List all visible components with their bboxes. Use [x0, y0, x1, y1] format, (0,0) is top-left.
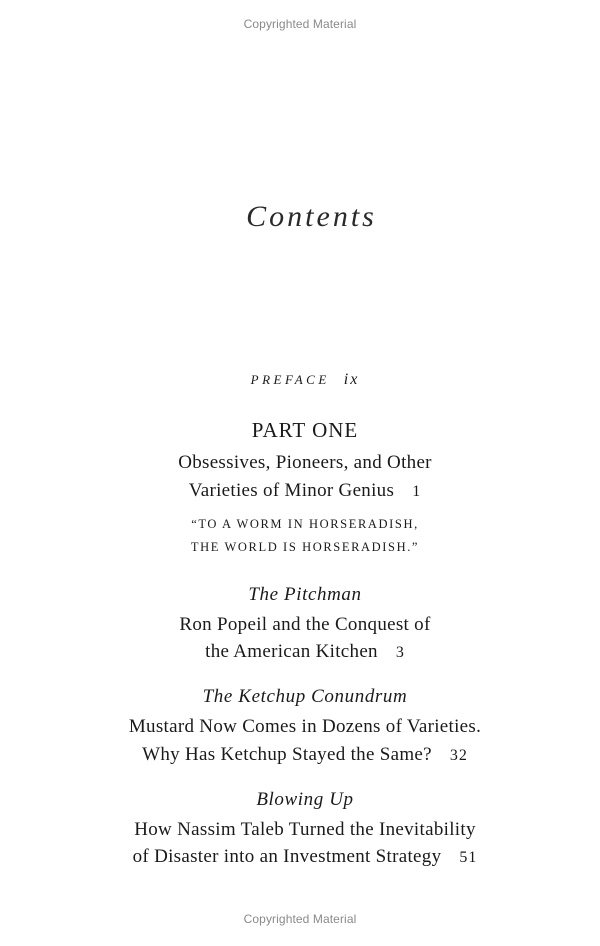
- part-one-subtitle-line-2: [0, 480, 600, 502]
- preface-page-number: ix: [343, 371, 360, 388]
- chapter-desc-line-2: [0, 846, 600, 868]
- chapter-title: The Pitchman: [248, 584, 362, 605]
- part-one-subtitle-line-1: Obsessives, Pioneers, and Other: [178, 452, 432, 473]
- epigraph-line-2: THE WORLD IS HORSERADISH.”: [190, 540, 420, 554]
- chapter-desc-text: Why Has Ketchup Stayed the Same?: [142, 744, 432, 765]
- chapter-desc-line-1: How Nassim Taleb Turned the Inevitability: [134, 819, 476, 840]
- watermark-bottom: Copyrighted Material: [243, 912, 357, 926]
- chapter-page-number: 3: [395, 644, 405, 661]
- part-one-heading: PART ONE: [251, 418, 359, 442]
- chapter-desc-line-1: Mustard Now Comes in Dozens of Varieties.: [128, 716, 482, 737]
- chapter-page-number: 32: [449, 747, 468, 764]
- watermark-top: Copyrighted Material: [243, 17, 357, 31]
- preface-label: PREFACE: [250, 372, 330, 387]
- chapter-title: The Ketchup Conundrum: [202, 686, 408, 707]
- part-one-page-number: 1: [412, 483, 422, 500]
- chapter-desc-line-2: [0, 744, 600, 766]
- chapter-title: Blowing Up: [256, 789, 354, 810]
- chapter-desc-line-2: [0, 641, 600, 663]
- preface-entry: [0, 371, 600, 389]
- chapter-page-number: 51: [459, 849, 478, 866]
- chapter-desc-text: of Disaster into an Investment Strategy: [132, 846, 442, 867]
- part-one-subtitle-text: Varieties of Minor Genius: [188, 480, 395, 501]
- chapter-desc-line-1: Ron Popeil and the Conquest of: [179, 614, 431, 635]
- page-title: Contents: [246, 200, 377, 233]
- chapter-desc-text: the American Kitchen: [205, 641, 378, 662]
- epigraph-line-1: “TO A WORM IN HORSERADISH,: [191, 517, 419, 531]
